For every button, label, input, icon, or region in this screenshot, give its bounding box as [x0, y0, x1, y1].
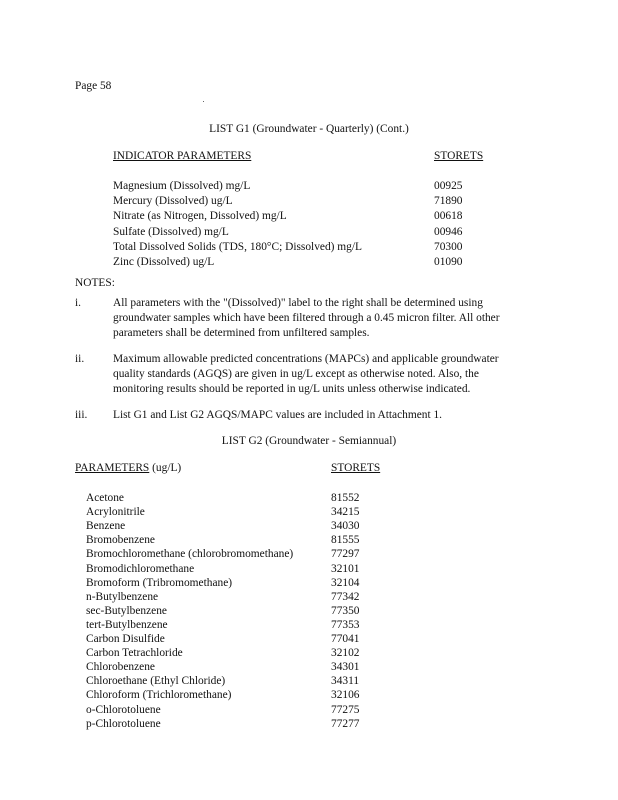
note-text-line: parameters shall be determined from unfiltered samples. [113, 327, 370, 339]
list-g1-row-name: Zinc (Dissolved) ug/L [113, 256, 215, 268]
list-g2-row-name: Chlorobenzene [86, 661, 155, 674]
page-label: Page 58 [75, 80, 112, 92]
list-g1-title: LIST G1 (Groundwater - Quarterly) (Cont.) [209, 123, 409, 135]
list-g2-row-storet: 81555 [331, 534, 360, 547]
list-g2-row-name: Bromobenzene [86, 534, 155, 547]
note-text-line: quality standards (AGQS) are given in ug/L except as otherwise noted. Also, the [113, 368, 479, 380]
list-g1-row-storet: 00925 [434, 180, 463, 192]
list-g2-header-storets: STORETS [331, 462, 381, 474]
list-g2-row-name: tert-Butylbenzene [86, 618, 168, 631]
list-g2-row-storet: 32106 [331, 689, 360, 702]
list-g2-row-storet: 34215 [331, 506, 360, 519]
list-g2-row-storet: 32104 [331, 576, 360, 589]
list-g2-row-storet: 34301 [331, 661, 360, 674]
list-g1-row-storet: 00946 [434, 225, 463, 238]
list-g1-row-storet: 00618 [434, 210, 463, 223]
list-g2-row-name: Bromochloromethane (chlorobromomethane) [86, 548, 294, 561]
list-g2-row-name: Acrylonitrile [86, 506, 145, 519]
note-text-line: List G1 and List G2 AGQS/MAPC values are included in Attachment 1. [113, 409, 443, 421]
note-text-line: All parameters with the "(Dissolved)" label to the right shall be determined using [113, 297, 483, 309]
list-g2-header-parameters [75, 461, 181, 475]
list-g1-row-storet: 71890 [434, 195, 463, 208]
list-g2-row-name: Carbon Disulfide [86, 633, 165, 645]
list-g2-row-name: Acetone [86, 492, 124, 504]
note-text-line: Maximum allowable predicted concentrations (MAPCs) and applicable groundwater [113, 353, 499, 365]
list-g1-row-storet: 01090 [434, 256, 463, 268]
list-g2-row-storet: 32102 [331, 647, 360, 660]
list-g2-row-storet: 77342 [331, 590, 360, 603]
list-g2-row-name: Bromodichloromethane [86, 562, 195, 575]
list-g1-row-name: Total Dissolved Solids (TDS, 180°C; Dissolved) mg/L [113, 240, 362, 253]
list-g2-row-storet: 77350 [331, 604, 360, 617]
list-g2-row-storet: 32101 [331, 562, 360, 575]
list-g1-row-name: Sulfate (Dissolved) mg/L [113, 225, 229, 238]
note-number: ii. [75, 353, 85, 365]
list-g2-row-name: sec-Butylbenzene [86, 604, 167, 617]
list-g2-row-storet: 77297 [331, 548, 360, 561]
list-g1-header-parameters: INDICATOR PARAMETERS [113, 150, 252, 162]
list-g1-row-storet: 70300 [434, 240, 463, 253]
list-g2-row-name: Chloroform (Trichloromethane) [86, 689, 232, 702]
list-g2-row-storet: 77275 [331, 703, 360, 716]
note-text-line: groundwater samples which have been filtered through a 0.45 micron filter. All other [113, 312, 500, 324]
list-g2-title: LIST G2 (Groundwater - Semiannual) [221, 435, 397, 447]
note-number: i. [75, 297, 82, 309]
list-g2-row-name: o-Chlorotoluene [86, 703, 161, 716]
list-g1-header-storets: STORETS [434, 150, 484, 162]
list-g2-row-name: n-Butylbenzene [86, 590, 159, 603]
list-g2-row-storet: 77353 [331, 618, 360, 631]
list-g1-row-name: Mercury (Dissolved) ug/L [113, 195, 233, 208]
list-g2-row-name: Carbon Tetrachloride [86, 647, 183, 660]
list-g2-row-name: p-Chlorotoluene [86, 717, 161, 730]
list-g2-row-storet: 34030 [331, 520, 360, 533]
list-g2-row-storet: 34311 [331, 675, 360, 688]
list-g2-row-name: Benzene [86, 520, 126, 533]
list-g2-header-unit: (ug/L) [149, 462, 182, 474]
list-g2-row-storet: 81552 [331, 492, 360, 504]
list-g2-header-param-label: PARAMETERS [75, 462, 150, 474]
list-g1-row-name: Nitrate (as Nitrogen, Dissolved) mg/L [113, 210, 287, 223]
note-number: iii. [75, 409, 88, 421]
note-text-line: monitoring results should be reported in ug/L units unless otherwise indicated. [113, 383, 471, 395]
list-g2-row-name: Chloroethane (Ethyl Chloride) [86, 675, 226, 688]
list-g1-row-name: Magnesium (Dissolved) mg/L [113, 180, 251, 192]
scan-speck [203, 101, 204, 102]
list-g2-row-name: Bromoform (Tribromomethane) [86, 576, 233, 589]
notes-heading: NOTES: [75, 277, 115, 289]
list-g2-row-storet: 77041 [331, 633, 360, 645]
list-g2-row-storet: 77277 [331, 717, 360, 730]
